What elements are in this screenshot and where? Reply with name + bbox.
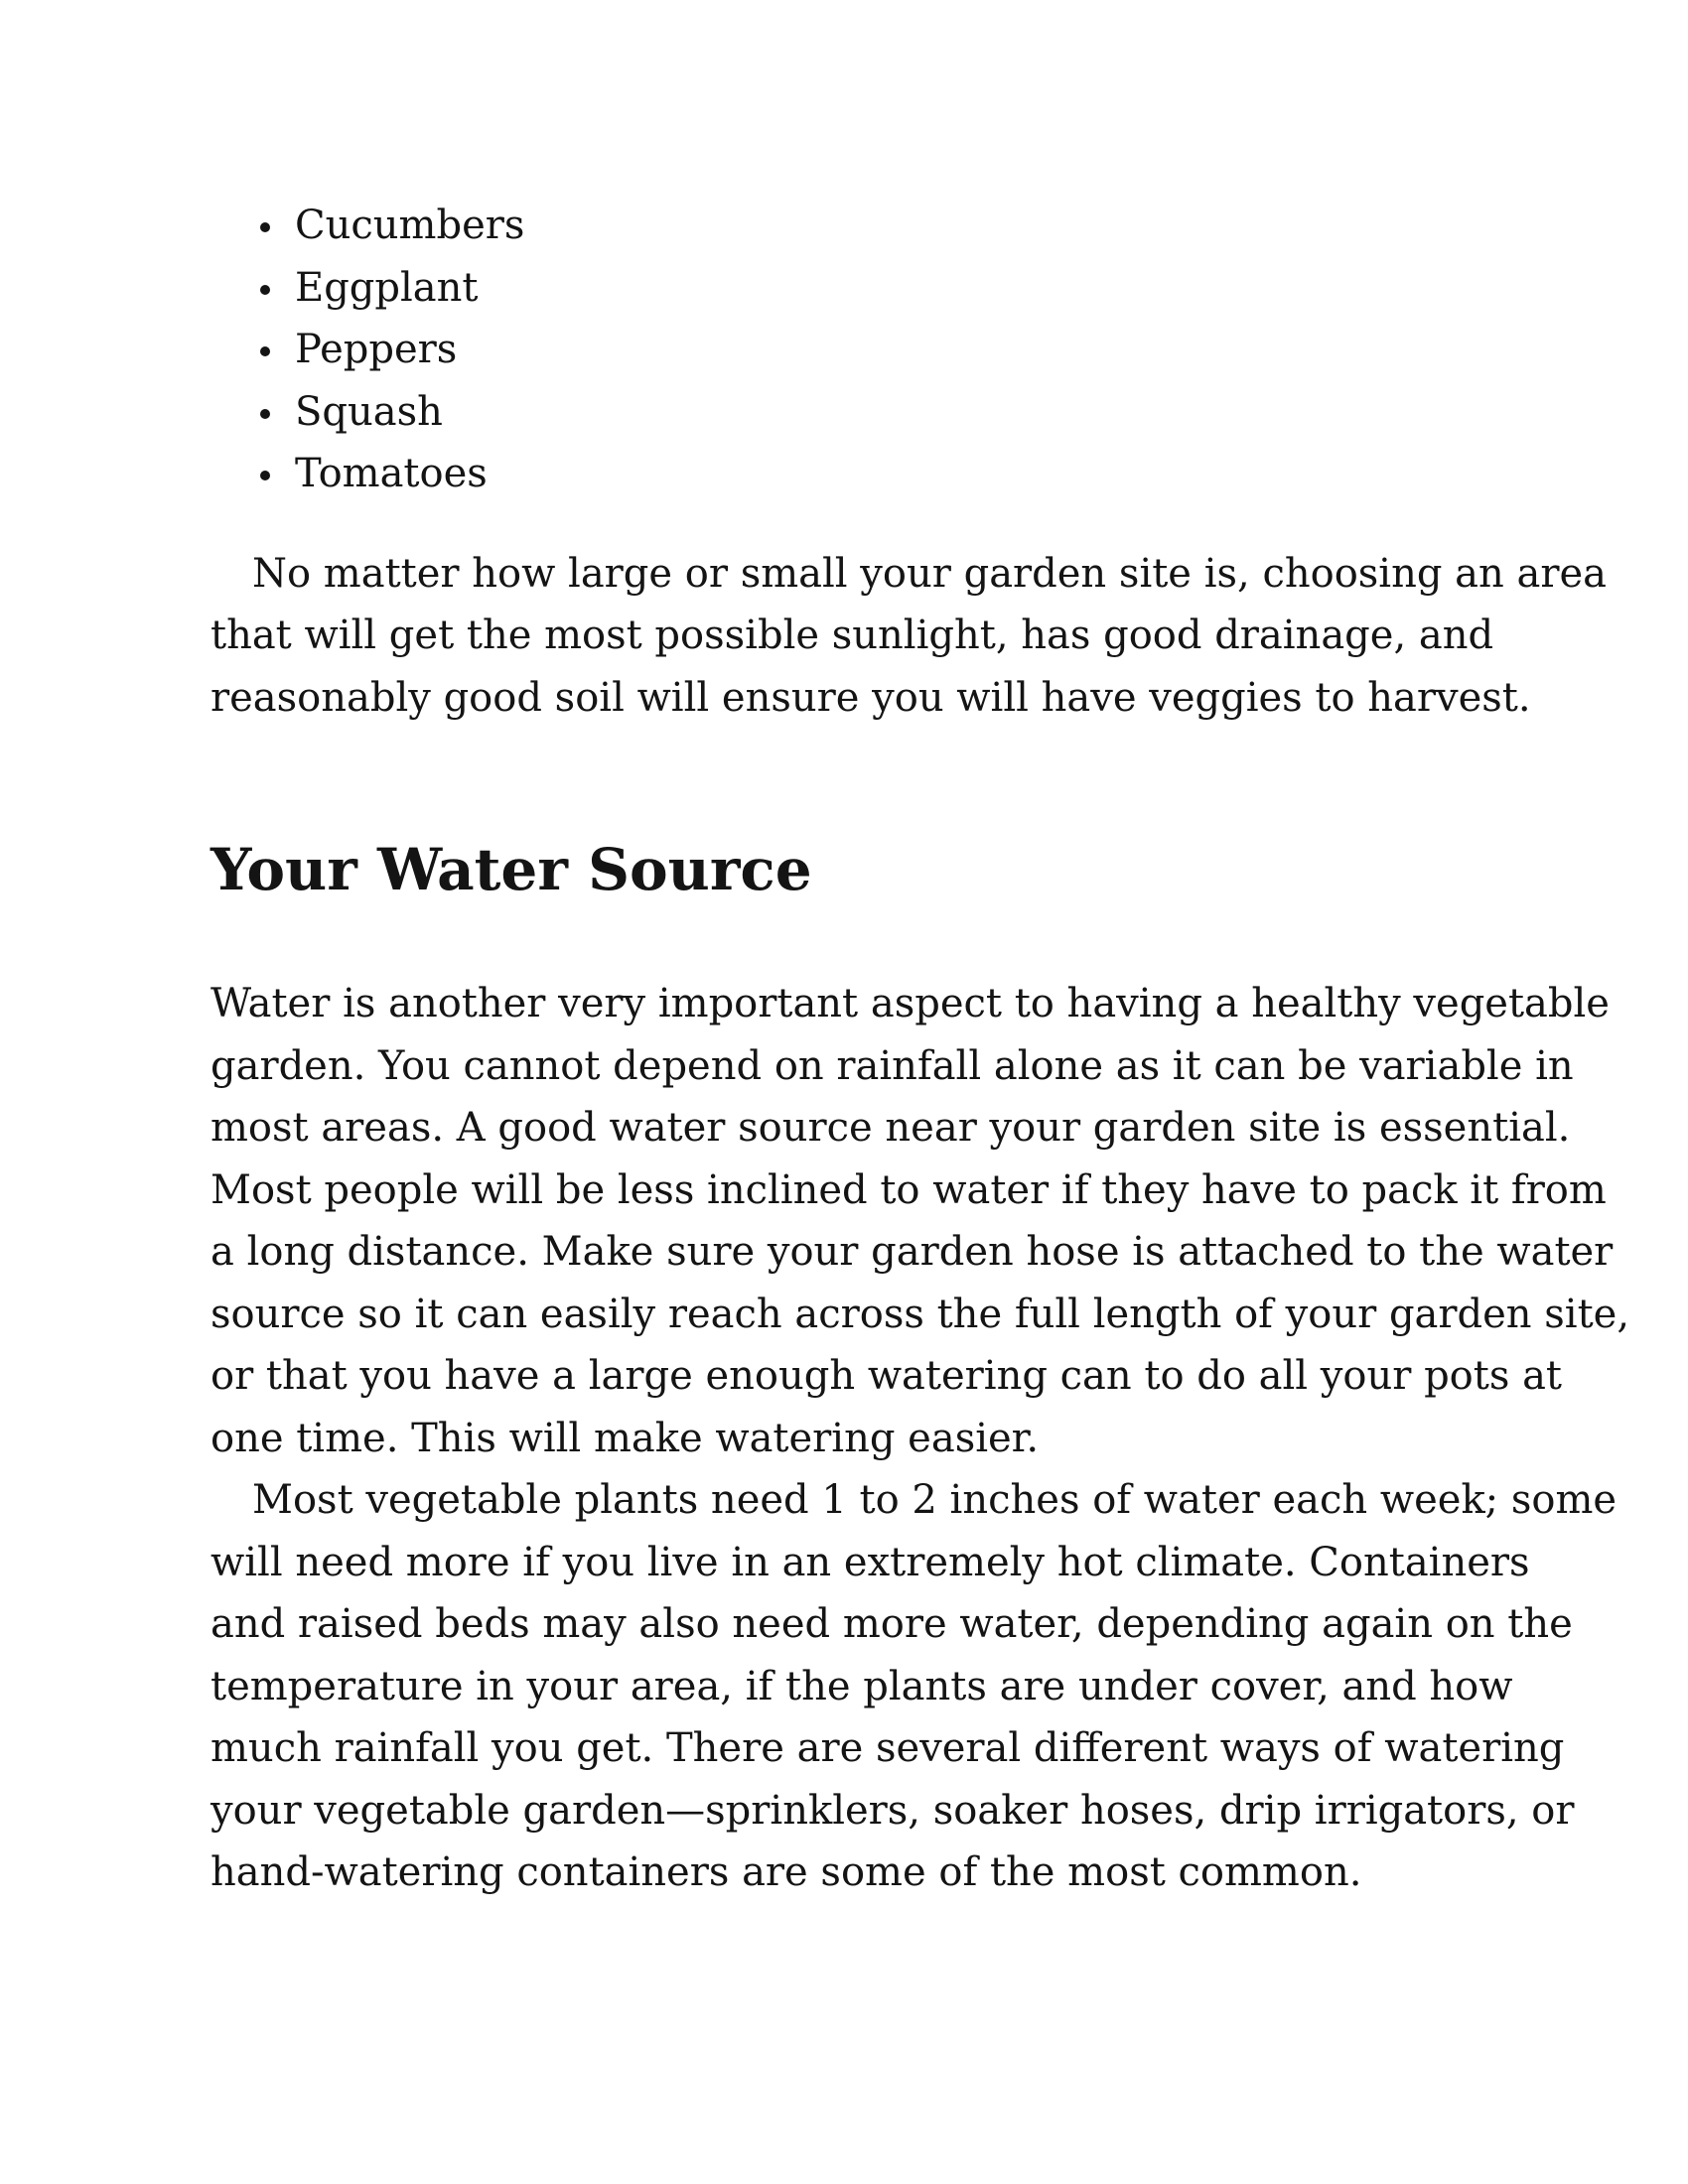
paragraph-line: most areas. A good water source near your garden site is essential. xyxy=(211,1105,1571,1151)
bullet-icon xyxy=(260,409,270,419)
bullet-icon xyxy=(260,222,270,232)
list-item-text: Cucumbers xyxy=(295,203,525,248)
document-page xyxy=(211,195,1630,1904)
paragraph-line: or that you have a large enough watering can to do all your pots at xyxy=(211,1353,1562,1399)
list-item xyxy=(211,319,1491,381)
list-item xyxy=(211,381,1491,444)
paragraph-line: reasonably good soil will ensure you will have veggies to harvest. xyxy=(211,674,1531,721)
section-heading: Your Water Source xyxy=(211,836,812,903)
paragraph-line: Water is another very important aspect to having a healthy vegetable xyxy=(211,981,1610,1026)
vegetable-bullet-list xyxy=(211,195,1491,505)
paragraph-line: temperature in your area, if the plants are under cover, and how xyxy=(211,1663,1513,1709)
list-item-text: Tomatoes xyxy=(295,451,488,496)
list-item xyxy=(211,443,1491,505)
bullet-icon xyxy=(260,285,270,295)
bullet-icon xyxy=(260,346,270,356)
bullet-icon xyxy=(260,471,270,480)
paragraph-line: and raised beds may also need more water, depending again on the xyxy=(211,1601,1573,1647)
paragraph-line: source so it can easily reach across the full length of your garden site, xyxy=(211,1291,1630,1337)
paragraph-line: that will get the most possible sunlight, has good drainage, and xyxy=(211,613,1494,658)
paragraph-line: garden. You cannot depend on rainfall alone as it can be variable in xyxy=(211,1042,1574,1089)
paragraph-line: will need more if you live in an extremely hot climate. Containers xyxy=(211,1539,1530,1585)
paragraph-line: your vegetable garden—sprinklers, soaker hoses, drip irrigators, or xyxy=(211,1787,1575,1834)
list-item xyxy=(211,195,1491,257)
paragraph-line: hand-watering containers are some of the most common. xyxy=(211,1849,1362,1895)
paragraph-line: Most vegetable plants need 1 to 2 inches of water each week; some xyxy=(252,1477,1618,1523)
list-item-text: Squash xyxy=(295,388,443,435)
water-source-paragraph xyxy=(211,973,1630,1469)
list-item xyxy=(211,257,1491,320)
paragraph-line: much rainfall you get. There are several different ways of watering xyxy=(211,1725,1565,1771)
paragraph-line: one time. This will make watering easier. xyxy=(211,1415,1040,1461)
paragraph-line: a long distance. Make sure your garden hose is attached to the water xyxy=(211,1229,1614,1275)
garden-site-paragraph xyxy=(211,543,1607,730)
list-item-text: Eggplant xyxy=(295,264,479,311)
list-item-text: Peppers xyxy=(295,327,458,372)
paragraph-line: Most people will be less inclined to water if they have to pack it from xyxy=(211,1166,1607,1213)
paragraph-line: No matter how large or small your garden site is, choosing an area xyxy=(252,550,1607,597)
water-amount-paragraph xyxy=(211,1469,1618,1904)
